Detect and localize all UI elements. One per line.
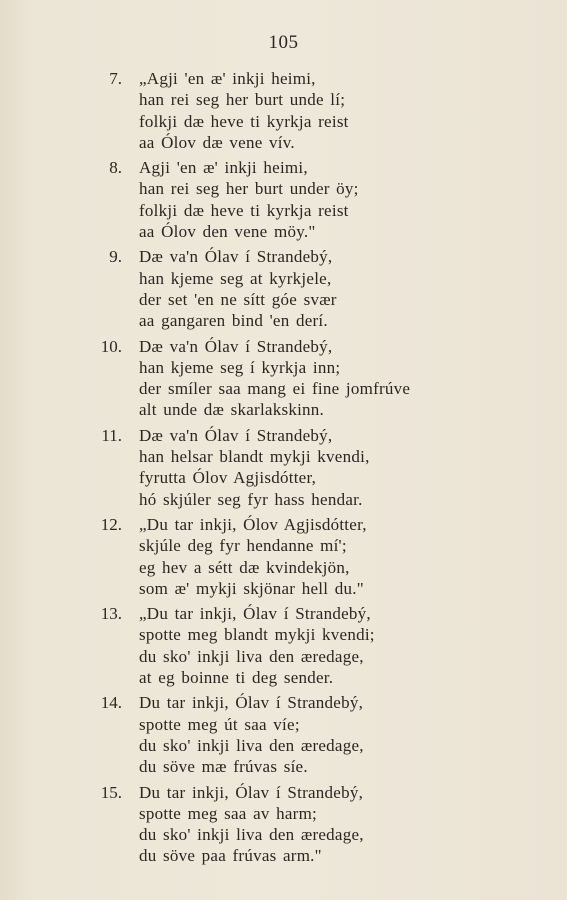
verse-line: han rei seg her burt under öy; bbox=[139, 179, 359, 199]
stanza-lines bbox=[139, 246, 567, 331]
stanza-number: 10. bbox=[100, 336, 122, 356]
stanza-lines bbox=[139, 425, 567, 510]
stanza bbox=[0, 157, 567, 242]
stanza-lines bbox=[139, 782, 567, 867]
verse-line: spotte meg saa av harm; bbox=[139, 803, 318, 823]
verse-line: at eg boinne ti deg sender. bbox=[139, 668, 334, 688]
verse-line: som æ' mykji skjönar hell du." bbox=[139, 578, 364, 598]
verse-line: folkji dæ heve ti kyrkja reist bbox=[139, 111, 349, 131]
stanza-number: 11. bbox=[101, 425, 122, 445]
verse-line: der smíler saa mang ei fine jomfrúve bbox=[139, 379, 411, 399]
verse-line: „Du tar inkji, Ólav í Strandebý, bbox=[139, 604, 371, 624]
stanza-number: 8. bbox=[109, 158, 122, 178]
verse-line: Dæ va'n Ólav í Strandebý, bbox=[139, 247, 333, 267]
stanza-number: 14. bbox=[100, 693, 122, 713]
verse-line: spotte meg blandt mykji kvendi; bbox=[139, 625, 375, 645]
verse-line: Du tar inkji, Ólav í Strandebý, bbox=[139, 693, 364, 713]
verse-line: Du tar inkji, Ólav í Strandebý, bbox=[139, 782, 364, 802]
verse-line: han kjeme seg í kyrkja inn; bbox=[139, 357, 341, 377]
verse-line: Agji 'en æ' inkji heimi, bbox=[139, 158, 308, 178]
verse-line: aa Ólov dæ vene vív. bbox=[139, 132, 295, 152]
stanza bbox=[0, 603, 567, 688]
stanza-number: 13. bbox=[100, 604, 122, 624]
verse-line: du sko' inkji liva den æredage, bbox=[139, 825, 364, 845]
stanza-lines bbox=[139, 692, 567, 777]
verse-line: fyrutta Ólov Agjisdótter, bbox=[139, 468, 317, 488]
stanza bbox=[0, 692, 567, 777]
stanza-lines bbox=[139, 603, 567, 688]
verse-line: folkji dæ heve ti kyrkja reist bbox=[139, 200, 349, 220]
stanza-lines bbox=[139, 514, 567, 599]
verse-line: skjúle deg fyr hendanne mí'; bbox=[139, 536, 347, 556]
stanza-lines bbox=[139, 68, 567, 153]
stanza bbox=[0, 336, 567, 421]
verse-line: du sko' inkji liva den æredage, bbox=[139, 646, 364, 666]
verse-line: spotte meg út saa víe; bbox=[139, 714, 300, 734]
verse-line: hó skjúler seg fyr hass hendar. bbox=[139, 489, 363, 509]
stanza bbox=[0, 246, 567, 331]
verse-line: han helsar blandt mykji kvendi, bbox=[139, 447, 370, 467]
verse-line: alt unde dæ skarlakskinn. bbox=[139, 400, 325, 420]
verse-line: du söve mæ frúvas síe. bbox=[139, 757, 308, 777]
stanza-number: 15. bbox=[100, 782, 122, 802]
verse-line: Dæ va'n Ólav í Strandebý, bbox=[139, 336, 333, 356]
verse-line: „Agji 'en æ' inkji heimi, bbox=[139, 69, 316, 88]
stanza-lines bbox=[139, 157, 567, 242]
verse-line: Dæ va'n Ólav í Strandebý, bbox=[139, 425, 333, 445]
verse-line: der set 'en ne sítt góe svær bbox=[139, 289, 337, 309]
stanza-number: 7. bbox=[109, 69, 122, 88]
stanza bbox=[0, 782, 567, 867]
stanza-number: 9. bbox=[109, 247, 122, 267]
verse-line: „Du tar inkji, Ólov Agjisdótter, bbox=[139, 514, 367, 534]
stanza-number: 12. bbox=[100, 514, 122, 534]
stanza bbox=[0, 425, 567, 510]
stanza-lines bbox=[139, 336, 567, 421]
poem-body bbox=[0, 68, 567, 871]
verse-line: aa Ólov den vene möy." bbox=[139, 222, 316, 242]
page-number: 105 bbox=[268, 32, 299, 53]
verse-line: aa gangaren bind 'en derí. bbox=[139, 311, 328, 331]
verse-line: eg hev a sétt dæ kvindekjön, bbox=[139, 557, 350, 577]
verse-line: han rei seg her burt unde lí; bbox=[139, 90, 346, 110]
stanza bbox=[0, 68, 567, 153]
stanza bbox=[0, 514, 567, 599]
verse-line: du söve paa frúvas arm." bbox=[139, 846, 322, 866]
verse-line: han kjeme seg at kyrkjele, bbox=[139, 268, 332, 288]
verse-line: du sko' inkji liva den æredage, bbox=[139, 735, 364, 755]
